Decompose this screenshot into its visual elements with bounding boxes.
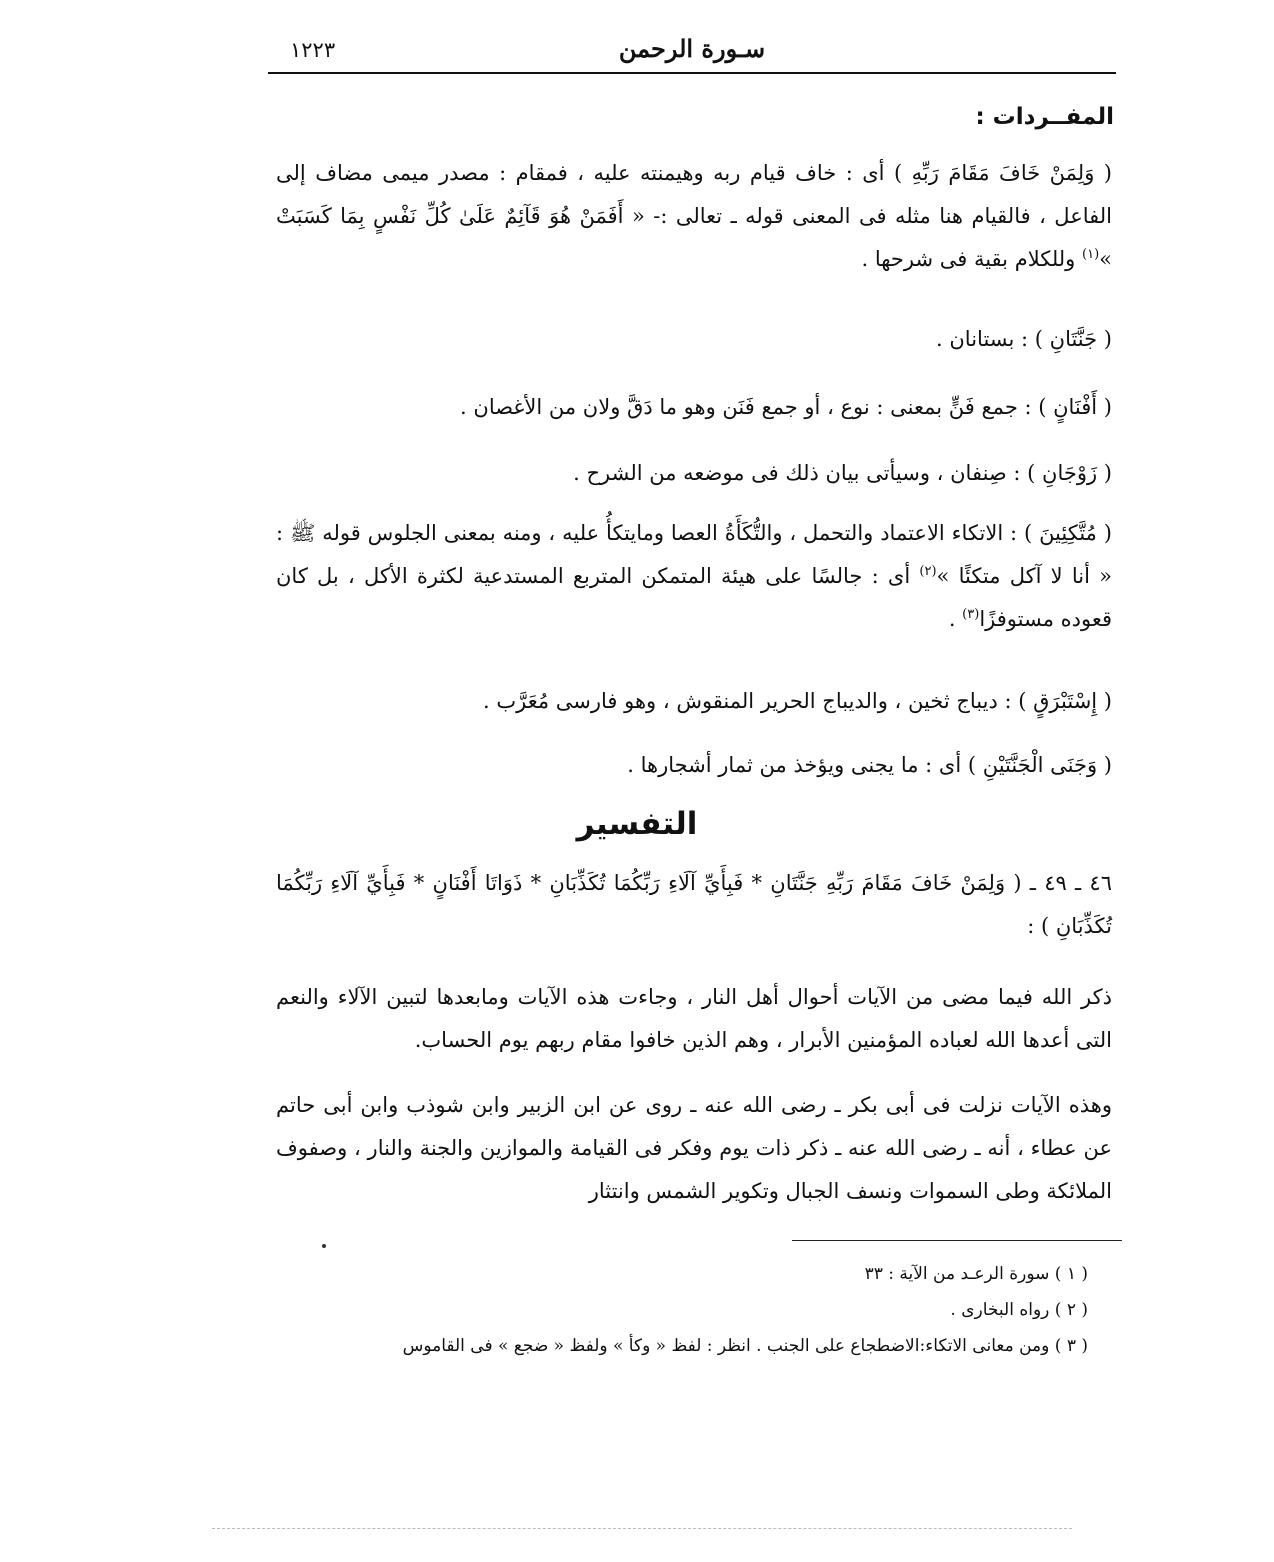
footnote-item: ( ٢ ) رواه البخارى . [950, 1300, 1088, 1320]
footnote-ref: (٣) [962, 607, 980, 622]
footnote-item: ( ٣ ) ومن معانى الاتكاء:الاضطجاع على الجنب . انظر : لفظ « وكأ » ولفظ « ضجع » فى القاموس [402, 1336, 1088, 1356]
vocab-entry-text: ( وَلِمَنْ خَافَ مَقَامَ رَبِّهِ ) أى : خاف قيام ربه وهيمنته عليه ، فمقام : مصدر ميمى مضاف إلى الفاعل ، فالقيام هنا مثله فى المعنى قوله ـ تعالى :- « أَفَمَنْ هُوَ قَآئِمٌ عَلَىٰ كُلِّ نَفْسٍ بِمَا كَسَبَتْ » [276, 161, 1112, 271]
footnote-ref: (٢) [919, 564, 937, 579]
vocab-entry-zawjan: ( زَوْجَانِ ) : صِنفان ، وسيأتى بيان ذلك فى موضعه من الشرح . [573, 461, 1112, 485]
tafsir-paragraph: وهذه الآيات نزلت فى أبى بكر ـ رضى الله عنه ـ روى عن ابن الزبير وابن شوذب وابن أبى حاتم عن عطاء ، أنه ـ رضى الله عنه ـ ذكر ذات يوم وفكر فى القيامة والموازين والجنة والنار ، وصفوف الملائكة وطى السموات ونسف الجبال وتكوير الشمس وانتثار [276, 1093, 1112, 1203]
vocab-entry-afnan: ( أَفْنَانٍ ) : جمع فَنٍّ بمعنى : نوع ، أو جمع فَنَن وهو ما دَقَّ ولان من الأغصان . [460, 395, 1112, 419]
vocab-entry-tail: أى : جالسًا على هيئة المتمكن المتربع المستدعية لكثرة الأكل ، بل كان قعوده مستوفزًا [276, 564, 1112, 631]
vocab-entry-maqam [276, 152, 1112, 281]
page-number: ١٢٢٣ [290, 38, 336, 62]
vocabulary-heading: المفــردات : [975, 104, 1114, 130]
footnotes-list [276, 1256, 1088, 1364]
page-header [268, 28, 1116, 74]
scan-edge-line [212, 1528, 1072, 1529]
vocab-entry-jana: ( وَجَنَى الْجَنَّتَيْنِ ) أى : ما يجنى ويؤخذ من ثمار أشجارها . [627, 753, 1112, 777]
vocab-entry-istabraq: ( إِسْتَبْرَقٍ ) : ديباج ثخين ، والديباج الحرير المنقوش ، وهو فارسى مُعَرَّب . [483, 689, 1112, 713]
vocab-entry-tail: وللكلام بقية فى شرحها . [861, 247, 1082, 271]
vocab-entry-muttakiin: ( مُتَّكِئِينَ ) : الاتكاء الاعتماد والتحمل ، والتُّكَأَةُ العصا ومايتكأُ عليه ، ومنه بمعنى الجلوس قوله ﷺ : « أنا لا آكل متكئًا »$^{(٢)}$ أى : جالسًا على هيئة المتمكن المتربع المستدعية لكثرة الأكل ، بل كان قعوده مستوفزًا$^{(٣)}$ . [276, 521, 1112, 631]
footnote-ref: (١) [1082, 247, 1100, 262]
tafsir-heading: التفسير [576, 806, 698, 842]
vocab-entry-jannatan: ( جَنَّتَانِ ) : بستانان . [936, 327, 1112, 351]
ink-speck [322, 1244, 326, 1248]
footnote-item: ( ١ ) سورة الرعـد من الآية : ٣٣ [864, 1264, 1088, 1284]
vocab-entry-text: ( مُتَّكِئِينَ ) : الاتكاء الاعتماد والتحمل ، والتُّكَأَةُ العصا ومايتكأُ عليه ، ومنه بمعنى الجلوس قوله ﷺ : « أنا لا آكل متكئًا » [276, 521, 1112, 588]
tafsir-verses: ٤٦ ـ ٤٩ ـ ( وَلِمَنْ خَافَ مَقَامَ رَبِّهِ جَنَّتَانِ * فَبِأَيِّ آلَاءِ رَبِّكُمَا تُكَذِّبَانِ * ذَوَاتَا أَفْنَانٍ * فَبِأَيِّ آلَاءِ رَبِّكُمَا تُكَذِّبَانِ ) : [276, 871, 1112, 938]
surah-title: سـورة الرحمن [618, 34, 766, 63]
tafsir-paragraph: ذكر الله فيما مضى من الآيات أحوال أهل النار ، وجاءت هذه الآيات ومابعدها لتبين الآلاء والنعم التى أعدها الله لعباده المؤمنين الأبرار ، وهم الذين خافوا مقام ربهم يوم الحساب. [276, 985, 1112, 1052]
header-rule [268, 72, 1116, 74]
footnote-rule [792, 1240, 1122, 1241]
